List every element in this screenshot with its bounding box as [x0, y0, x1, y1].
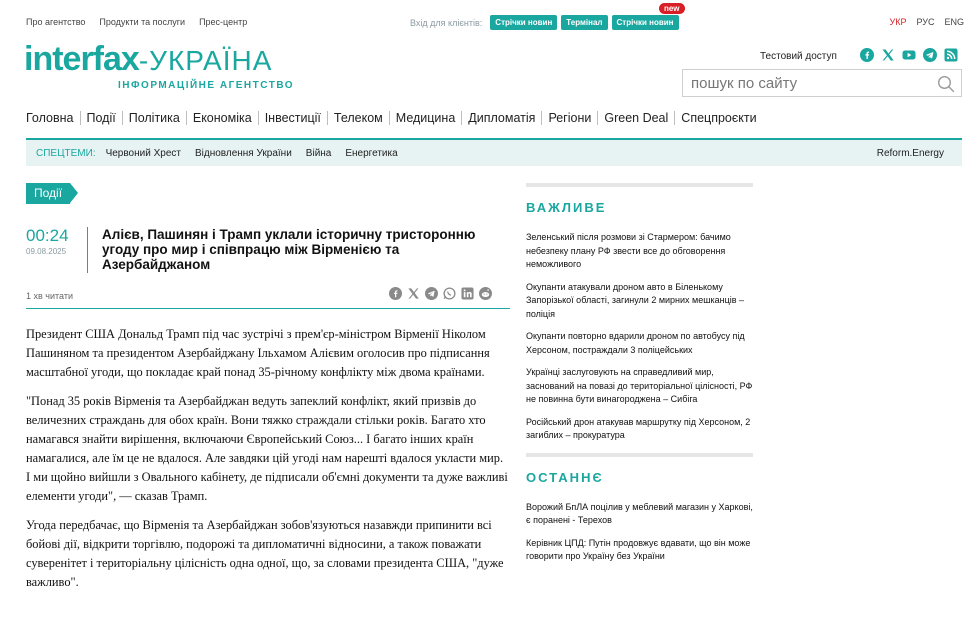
article-paragraph: Угода передбачає, що Вірменія та Азербайджан зобов'язуються назавжди припинити всі бойові дії, відкрити торгівлю, подорожі та дипломатичні відносини, а також поважати суверенітет і територіальну цілісність одна одної, що, за словами президента США, "дуже важливо".	[26, 518, 504, 589]
special-topics-list	[106, 148, 398, 159]
article-time: 00:24	[26, 226, 69, 245]
sidebar	[526, 183, 753, 573]
important-news-item[interactable]: Окупанти атакували дроном авто в Біленькому Запорізької області, загинули 2 мирних мешканців – поліція	[526, 281, 745, 319]
special-topic-war[interactable]: Війна	[305, 147, 332, 159]
latest-section-title: ОСТАННЄ	[526, 469, 604, 485]
x-twitter-icon[interactable]	[881, 48, 895, 62]
special-topic-recovery[interactable]: Відновлення України	[194, 147, 292, 159]
nav-item-politics[interactable]: Політика	[122, 111, 186, 125]
reform-energy-link[interactable]: Reform.Energy	[876, 147, 944, 159]
share-x-icon[interactable]	[407, 287, 420, 300]
header-divider	[87, 227, 88, 273]
client-login	[410, 4, 680, 30]
logo-main-text: interfax	[24, 40, 139, 78]
nav-item-green-deal[interactable]: Green Deal	[597, 111, 674, 125]
important-news-list	[526, 231, 753, 443]
article-date: 09.08.2025	[26, 247, 67, 256]
client-news-feed-new-label: Стрічки новин	[616, 18, 674, 27]
top-link-press-center[interactable]: Прес-центр	[199, 17, 248, 27]
article-header-separator	[26, 308, 510, 309]
article-paragraph: Президент США Дональд Трамп під час зустрічі з прем'єр-міністром Вірменії Ніколом Пашиняном та президентом Азербайджану Ільхамом Алієвим оголосив про підписання масштабної угоди, що покладає край понад 35-річному конфлікту між двома країнами.	[26, 327, 490, 379]
search-input[interactable]	[691, 75, 931, 92]
important-section-title: ВАЖЛИВЕ	[526, 200, 607, 215]
test-access-link[interactable]: Тестовий доступ	[760, 51, 837, 62]
read-time: 1 хв читати	[26, 291, 73, 301]
facebook-icon[interactable]	[860, 48, 874, 62]
article-paragraph: "Понад 35 років Вірменія та Азербайджан ведуть запеклий конфлікт, який призвів до величезних страждань для обох країн. Вони тяжко страждали стільки років. Багато хто намагався знайти вирішення, включаючи Європейський Союз... І багато інших країн намагалися, але їм це не вдалося. Але завдяки цій угоді нам нарешті вдалося укласти мир. І ми щойно вийшли з Овального кабінету, де підписали об'ємні документи та дуже важливі елементи угоди", — сказав Трамп.	[26, 394, 508, 503]
client-terminal-button[interactable]: Термінал	[561, 15, 607, 30]
sidebar-section-divider	[526, 453, 753, 457]
search-box	[682, 69, 962, 97]
logo-wordmark	[24, 42, 314, 78]
share-buttons	[389, 287, 492, 300]
share-reddit-icon[interactable]	[479, 287, 492, 300]
article-body	[26, 325, 510, 602]
lang-ukr[interactable]: УКР	[889, 17, 907, 27]
nav-item-medicine[interactable]: Медицина	[389, 111, 462, 125]
sidebar-top-divider	[526, 183, 753, 187]
special-topic-red-cross[interactable]: Червоний Хрест	[105, 147, 181, 159]
share-linkedin-icon[interactable]	[461, 287, 474, 300]
logo-country-text: -УКРАЇНА	[138, 45, 273, 76]
important-news-item[interactable]: Окупанти повторно вдарили дроном по автобусу під Херсоном, постраждали 3 поліцейських	[526, 331, 745, 355]
nav-item-investments[interactable]: Інвестиції	[258, 111, 327, 125]
nav-item-economy[interactable]: Економіка	[186, 111, 258, 125]
important-news-item[interactable]: Російський дрон атакував маршрутку під Херсоном, 2 загиблих – прокуратура	[526, 416, 751, 440]
nav-item-regions[interactable]: Регіони	[541, 111, 597, 125]
top-link-products[interactable]: Продукти та послуги	[99, 17, 186, 27]
rss-icon[interactable]	[944, 48, 958, 62]
client-news-feed-button[interactable]: Стрічки новин	[490, 15, 557, 30]
special-topics-bar	[26, 138, 962, 166]
special-topic-energy[interactable]: Енергетика	[345, 147, 398, 159]
site-logo[interactable]	[24, 42, 314, 98]
latest-news-item[interactable]: Ворожий БпЛА поцілив у меблевий магазин у Харкові, є поранені - Терехов	[526, 501, 753, 525]
article-headline: Алієв, Пашинян і Трамп уклали історичну тристоронню угоду про мир і співпрацю між Вірменією та Азербайджаном	[102, 227, 476, 272]
nav-item-diplomacy[interactable]: Дипломатія	[461, 111, 541, 125]
nav-item-special-projects[interactable]: Спецпроєкти	[674, 111, 762, 125]
share-telegram-icon[interactable]	[425, 287, 438, 300]
important-news-item[interactable]: Українці заслуговують на справедливий мир, заснований на повазі до територіальної цілісності, РФ не повинна бути винагороджена – Сибіга	[526, 367, 753, 404]
new-badge: new	[659, 3, 685, 14]
top-link-about[interactable]: Про агентство	[26, 17, 86, 27]
main-nav	[26, 111, 763, 125]
social-links	[860, 48, 958, 62]
language-switcher	[889, 17, 964, 27]
top-bar	[0, 0, 978, 44]
latest-news-list	[526, 501, 753, 564]
lang-eng[interactable]: ENG	[944, 17, 964, 27]
top-links	[26, 17, 247, 27]
search-icon[interactable]	[937, 75, 955, 98]
share-facebook-icon[interactable]	[389, 287, 402, 300]
lang-rus[interactable]: РУС	[916, 17, 935, 27]
nav-item-telecom[interactable]: Телеком	[327, 111, 389, 125]
latest-news-item[interactable]: Керівник ЦПД: Путін продовжує вдавати, що він може говорити про Україну без України	[526, 537, 751, 561]
telegram-icon[interactable]	[923, 48, 937, 62]
important-news-item[interactable]: Зеленський після розмови зі Стармером: бачимо небезпеку плану РФ звести все до обговорення неможливого	[526, 232, 731, 269]
nav-item-home[interactable]: Головна	[26, 111, 74, 125]
nav-item-events[interactable]: Події	[80, 111, 122, 125]
client-login-label: Вхід для клієнтів:	[410, 17, 483, 28]
logo-subtitle: ІНФОРМАЦІЙНЕ АГЕНТСТВО	[118, 80, 295, 91]
category-tag[interactable]: Події	[26, 183, 70, 204]
youtube-icon[interactable]	[902, 48, 916, 62]
client-news-feed-new-button[interactable]	[612, 4, 680, 30]
share-whatsapp-icon[interactable]	[443, 287, 456, 300]
special-topics-label: СПЕЦТЕМИ:	[36, 147, 96, 159]
